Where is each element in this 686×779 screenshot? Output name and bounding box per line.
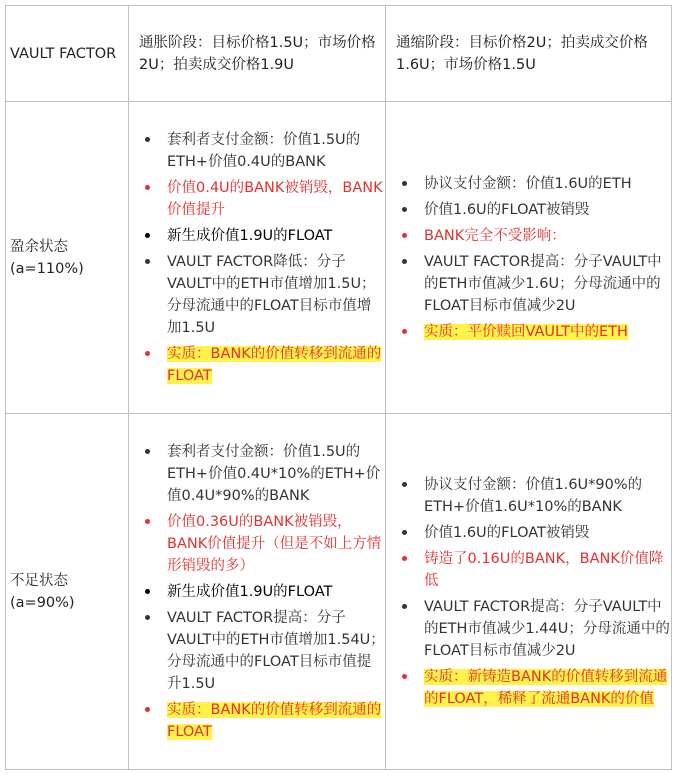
header-vault-factor [6,6,129,102]
list-item-text: 价值1.6U的FLOAT被销毁 [424,201,590,218]
deficit-inflation-cell [129,414,386,770]
surplus-deflation-cell [386,102,672,414]
list-item [402,548,671,592]
list-item [402,474,671,518]
list-item-text: VAULT FACTOR提高：分子VAULT中的ETH市值减少1.44U；分母流通中的FLOAT目标市值减少2U [424,598,670,659]
header-inflation-text: 通胀阶段：目标价格1.5U；市场价格2U；拍卖成交价格1.9U [139,34,376,73]
list-item-text: 套利者支付金额：价值1.5U的ETH+价值0.4U的BANK [167,131,361,170]
list-item-text: 实质：BANK的价值转移到流通的FLOAT [167,701,382,740]
surplus-label: 盈余状态(a=110%) [10,238,84,277]
list-item-text: VAULT FACTOR提高：分子VAULT中的ETH市值减少1.6U；分母流通中的FLOAT目标市值减少2U [424,253,662,314]
list-item [402,251,671,317]
list-item-text: 新生成价值1.9U的FLOAT [167,227,333,244]
list-item [402,199,671,221]
deficit-deflation-cell [386,414,672,770]
list-item-text: 价值1.6U的FLOAT被销毁 [424,524,590,541]
list-item [402,522,671,544]
list-item-text: 铸造了0.16U的BANK，BANK价值降低 [424,550,664,589]
header-vault-factor-text: VAULT FACTOR [10,45,117,62]
list-item [145,511,385,577]
header-inflation [129,6,386,102]
list-item-text: 新生成价值1.9U的FLOAT [167,583,333,600]
list-item [145,177,385,221]
list-item [402,321,671,343]
list-item-text: BANK完全不受影响： [424,227,566,244]
list-item-text: 协议支付金额：价值1.6U的ETH [424,175,632,192]
list-item [145,607,385,695]
list-item [145,581,385,603]
surplus-label-cell [6,102,129,414]
list-item [402,596,671,662]
list-item-text: 实质：平价赎回VAULT中的ETH [424,323,628,340]
list-item [145,251,385,339]
header-deflation-text: 通缩阶段：目标价格2U；拍卖成交价格1.6U；市场价格1.5U [396,34,648,73]
list-item [145,225,385,247]
list-item-text: 套利者支付金额：价值1.5U的ETH+价值0.4U*10%的ETH+价值0.4U*90%的BANK [167,443,381,504]
surplus-inflation-list [129,129,385,387]
header-deflation [386,6,672,102]
list-item [145,441,385,507]
list-item-text: 实质：新铸造BANK的价值转移到流通的FLOAT，稀释了流通BANK的价值 [424,668,668,707]
deficit-deflation-list [386,474,671,710]
surplus-row [6,102,672,414]
list-item-text: 价值0.4U的BANK被销毁，BANK价值提升 [167,179,383,218]
list-item [145,343,385,387]
surplus-inflation-cell [129,102,386,414]
list-item-text: 价值0.36U的BANK被销毁，BANK价值提升（但是不如上方情形销毁的多） [167,513,382,574]
surplus-deflation-list [386,173,671,343]
list-item [402,225,671,247]
list-item [402,666,671,710]
deficit-row [6,414,672,770]
list-item [145,699,385,743]
list-item-text: VAULT FACTOR降低：分子VAULT中的ETH市值增加1.5U；分母流通中的FLOAT目标市值增加1.5U [167,253,376,336]
list-item-text: 协议支付金额：价值1.6U*90%的ETH+价值1.6U*10%的BANK [424,476,643,515]
list-item-text: VAULT FACTOR提高：分子VAULT中的ETH市值增加1.54U；分母流通中的FLOAT目标市值提升1.5U [167,609,385,692]
header-row [6,6,672,102]
list-item [402,173,671,195]
vault-factor-table [5,5,672,770]
deficit-label: 不足状态(a=90%) [10,572,75,611]
list-item [145,129,385,173]
deficit-label-cell [6,414,129,770]
list-item-text: 实质：BANK的价值转移到流通的FLOAT [167,345,382,384]
deficit-inflation-list [129,441,385,743]
